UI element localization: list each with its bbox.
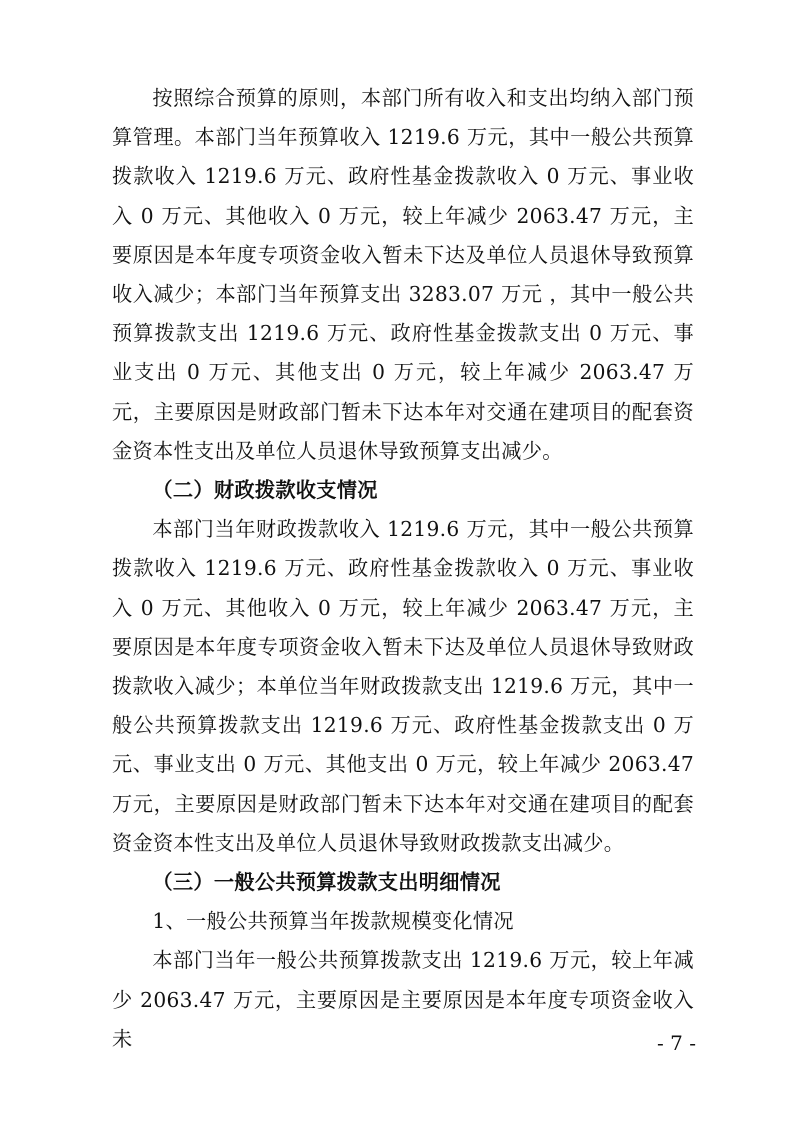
subsection-title-scale-change: 1、一般公共预算当年拨款规模变化情况 <box>152 909 514 934</box>
document-body <box>112 79 694 1059</box>
paragraph-budget-overview: 按照综合预算的原则，本部门所有收入和支出均纳入部门预算管理。本部门当年预算收入 1219.6 万元，其中一般公共预算拨款收入 1219.6 万元、政府性基金拨款收入 0 万元、事业收入 0 万元、其他收入 0 万元，较上年减少 2063.47 万元，主要原因是本年度专项资金收入暂未下达及单位人员退休导致预算收入减少；本部门当年预算支出 3283.07 万元 ，其中一般公共预算拨款支出 1219.6 万元、政府性基金拨款支出 0 万元、事业支出 0 万元、其他支出 0 万元，较上年减少 2063.47 万元，主要原因是财政部门暂未下达本年对交通在建项目的配套资金资本性支出及单位人员退休导致预算支出减少。 <box>112 86 694 463</box>
section-heading-fiscal-appropriation: （二）财政拨款收支情况 <box>152 478 378 503</box>
paragraph-fiscal-appropriation: 本部门当年财政拨款收入 1219.6 万元，其中一般公共预算拨款收入 1219.6 万元、政府性基金拨款收入 0 万元、事业收入 0 万元、其他收入 0 万元，较上年减少 2063.47 万元，主要原因是本年度专项资金收入暂未下达及单位人员退休导致财政拨款收入减少；本单位当年财政拨款支出 1219.6 万元，其中一般公共预算拨款支出 1219.6 万元、政府性基金拨款支出 0 万元、事业支出 0 万元、其他支出 0 万元，较上年减少 2063.47 万元，主要原因是财政部门暂未下达本年对交通在建项目的配套资金资本性支出及单位人员退休导致财政拨款支出减少。 <box>112 517 694 855</box>
section-heading-general-budget-detail: （三）一般公共预算拨款支出明细情况 <box>152 870 501 895</box>
page-number: - 7 - <box>657 1031 696 1055</box>
paragraph-general-budget-expenditure: 本部门当年一般公共预算拨款支出 1219.6 万元，较上年减少 2063.47 万元，主要原因是主要原因是本年度专项资金收入未 <box>112 948 694 1051</box>
